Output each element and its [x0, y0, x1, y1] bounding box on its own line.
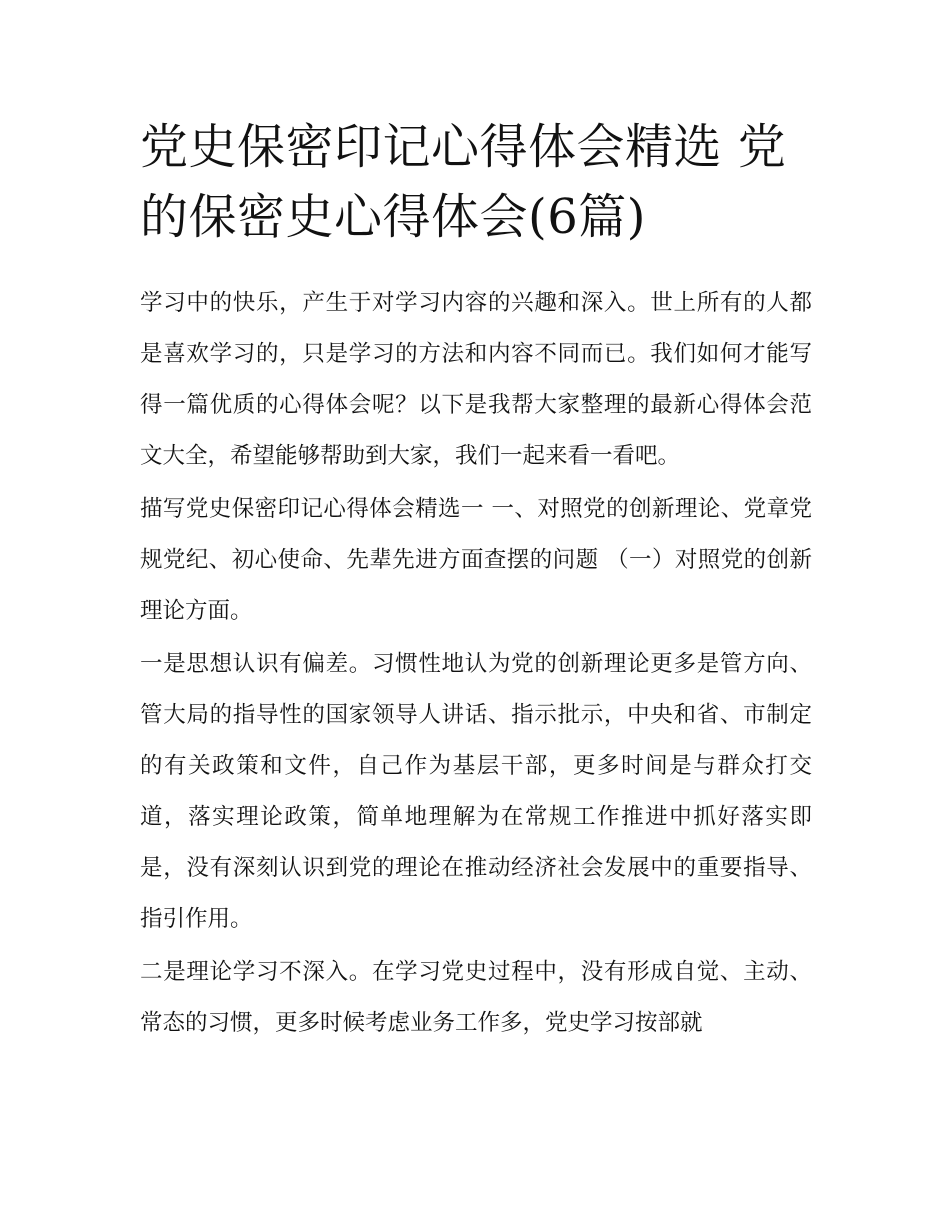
- paragraph-intro: 学习中的快乐，产生于对学习内容的兴趣和深入。世上所有的人都是喜欢学习的，只是学习的方法和内容不同而已。我们如何才能写得一篇优质的心得体会呢？以下是我帮大家整理的最新心得体会范文大全，希望能够帮助到大家，我们一起来看一看吧。: [140, 290, 812, 469]
- paragraph-point-two: 二是理论学习不深入。在学习党史过程中，没有形成自觉、主动、常态的习惯，更多时候考虑业务工作多，党史学习按部就: [140, 959, 812, 1036]
- paragraph-section-heading: 描写党史保密印记心得体会精选一 一、对照党的创新理论、党章党规党纪、初心使命、先辈先进方面查摆的问题 （一）对照党的创新理论方面。: [140, 496, 812, 624]
- document-body: [140, 278, 812, 1051]
- document-title: 党史保密印记心得体会精选 党的保密史心得体会(6篇): [140, 119, 787, 245]
- paragraph-point-one: 一是思想认识有偏差。习惯性地认为党的创新理论更多是管方向、管大局的指导性的国家领导人讲话、指示批示，中央和省、市制定的有关政策和文件，自己作为基层干部，更多时间是与群众打交道，落实理论政策，简单地理解为在常规工作推进中抓好落实即是，没有深刻认识到党的理论在推动经济社会发展中的重要指导、指引作用。: [140, 651, 812, 932]
